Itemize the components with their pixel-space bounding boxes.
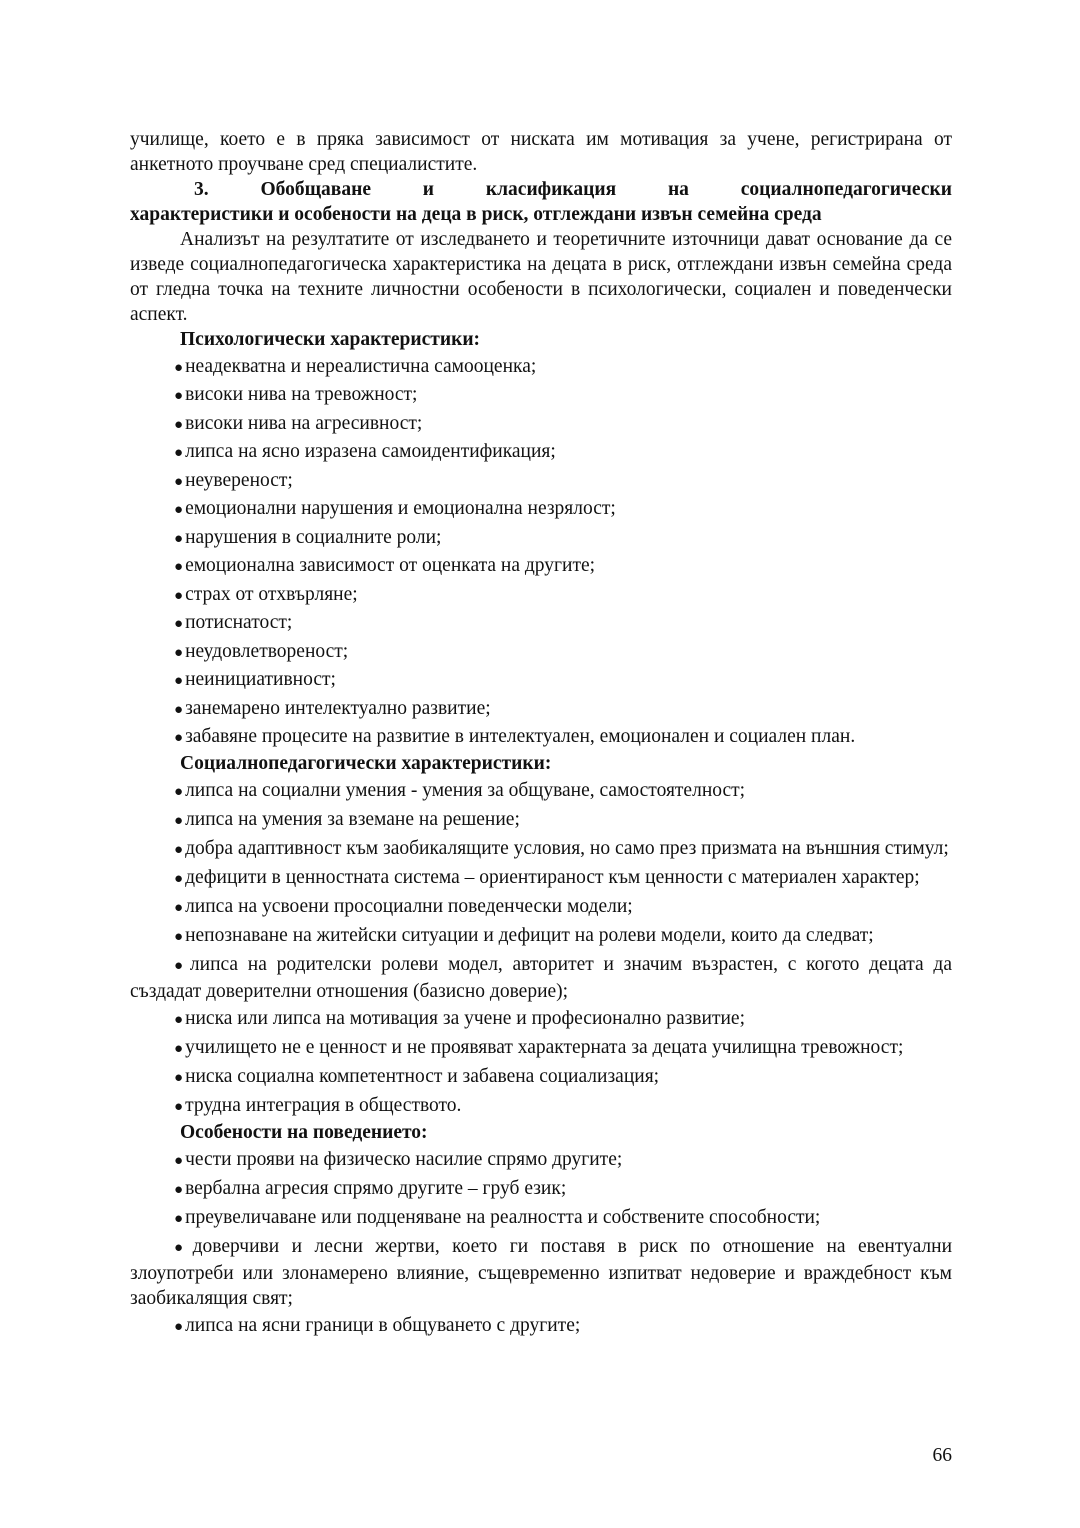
bullet-icon: ● [174, 1211, 184, 1227]
bullet-icon: ● [174, 1319, 184, 1335]
intro-paragraph: училище, което е в пряка зависимост от ниската им мотивация за учене, регистрирана от анкетното проучване сред специалистите. [130, 129, 952, 175]
psychological-heading: Психологически характеристики: [180, 329, 481, 350]
bullet-icon: ● [174, 530, 184, 547]
list-item: ● доверчиви и лесни жертви, което ги поставя в риск по отношение на евентуални злоупотреби или злонамерено влияние, същевременно изпитват недоверие и враждебност към заобикалящия свят; [130, 1236, 953, 1309]
section-heading [130, 177, 952, 202]
bullet-icon: ● [174, 502, 184, 518]
list-item: ● липса на умения за вземане на решение; [174, 809, 520, 830]
social-pedagogical-list [130, 778, 952, 1120]
psychological-list [130, 354, 952, 752]
list-item: ● трудна интеграция в обществото. [174, 1095, 462, 1116]
bullet-icon: ● [174, 416, 184, 433]
list-item: ● емоционална зависимост от оценката на другите; [174, 555, 596, 576]
bullet-icon: ● [174, 701, 184, 718]
bullet-icon: ● [174, 587, 184, 604]
bullet-icon: ● [174, 1182, 184, 1198]
list-item: ● липса на родителски ролеви модел, авторитет и значим възрастен, с когото децата да създадат доверителни отношения (базисно доверие); [130, 954, 953, 1002]
list-item: ● липса на социални умения - умения за общуване, самостоятелност; [174, 780, 746, 801]
list-item: ● неувереност; [174, 469, 293, 491]
list-item: ● нарушения в социалните роли; [174, 526, 442, 548]
section-number: 3. [194, 179, 209, 200]
bullet-icon: ● [174, 813, 184, 829]
list-item: ● липса на усвоени просоциални поведенчески модели; [174, 896, 633, 917]
bullet-icon: ● [174, 842, 184, 858]
bullet-icon: ● [174, 1240, 191, 1256]
bullet-icon: ● [174, 929, 184, 945]
list-item: ● неинициативност; [174, 669, 336, 690]
section-title-word: на [667, 179, 689, 200]
bullet-icon: ● [174, 730, 184, 746]
list-item: ● добра адаптивност към заобикалящите условия, но само през призмата на външния стимул; [174, 838, 949, 859]
section-title-word: и [422, 179, 435, 200]
section-title-word: Обобщаване [260, 179, 371, 200]
list-item: ● високи нива на агресивност; [174, 412, 423, 434]
section-title-word: социалнопедагогически [740, 179, 952, 200]
list-item: ● страх от отхвърляне; [174, 583, 358, 605]
bullet-icon: ● [174, 359, 184, 376]
bullet-icon: ● [174, 559, 184, 575]
bullet-icon: ● [174, 1153, 184, 1169]
list-item: ● занемарено интелектуално развитие; [174, 697, 491, 719]
bullet-icon: ● [174, 784, 184, 800]
bullet-icon: ● [174, 1099, 184, 1115]
analysis-paragraph: Анализът на резултатите от изследването и теоретичните източници дават основание да се изведе социалнопедагогическа характеристика на децата в риск, отглеждани извън семейна среда от гледна точка на техните личностни особености в психологически, социален и поведенчески аспект. [130, 229, 952, 325]
section-title-word: класификация [485, 179, 617, 200]
bullet-icon: ● [174, 871, 184, 887]
list-item: ● вербална агресия спрямо другите – груб език; [174, 1178, 567, 1199]
list-item: ● дефицити в ценностната система – ориентираност към ценности с материален характер; [174, 867, 920, 888]
bullet-icon: ● [174, 388, 184, 404]
bullet-icon: ● [174, 473, 184, 490]
social-pedagogical-heading: Социалнопедагогически характеристики: [180, 753, 552, 774]
behavior-list [130, 1147, 952, 1340]
bullet-icon: ● [174, 673, 184, 689]
bullet-icon: ● [174, 900, 184, 916]
document-page [130, 127, 952, 1340]
list-item: ● емоционални нарушения и емоционална незрялост; [174, 498, 616, 519]
behavior-heading: Особености на поведението: [180, 1122, 428, 1143]
section-title-continuation: характеристики и особености на деца в риск, отглеждани извън семейна среда [130, 204, 822, 225]
bullet-icon: ● [174, 1041, 184, 1057]
bullet-icon: ● [174, 445, 184, 461]
list-item: ● липса на ясни граници в общуването с другите; [174, 1315, 581, 1336]
bullet-icon: ● [174, 616, 184, 632]
list-item: ● преувеличаване или подценяване на реалността и собствените способности; [174, 1207, 821, 1228]
bullet-icon: ● [174, 958, 188, 974]
list-item: ● ниска социална компетентност и забавена социализация; [174, 1066, 660, 1087]
list-item: ● непознаване на житейски ситуации и дефицит на ролеви модели, които да следват; [174, 925, 874, 946]
list-item: ● неудовлетвореност; [174, 640, 349, 662]
bullet-icon: ● [174, 1070, 184, 1086]
list-item: ● училището не е ценност и не проявяват характерната за децата училищна тревожност; [174, 1037, 904, 1058]
bullet-icon: ● [174, 1012, 184, 1028]
page-number: 66 [932, 1445, 952, 1466]
list-item: ● чести прояви на физическо насилие спрямо другите; [174, 1149, 623, 1170]
list-item: ● неадекватна и нереалистична самооценка; [174, 355, 537, 377]
list-item: ● високи нива на тревожност; [174, 384, 418, 405]
list-item: ● ниска или липса на мотивация за учене и професионално развитие; [174, 1008, 745, 1029]
list-item: ● липса на ясно изразена самоидентификация; [174, 441, 556, 462]
list-item: ● забавяне процесите на развитие в интелектуален, емоционален и социален план. [174, 726, 856, 747]
list-item: ● потиснатост; [174, 612, 293, 633]
bullet-icon: ● [174, 644, 184, 661]
